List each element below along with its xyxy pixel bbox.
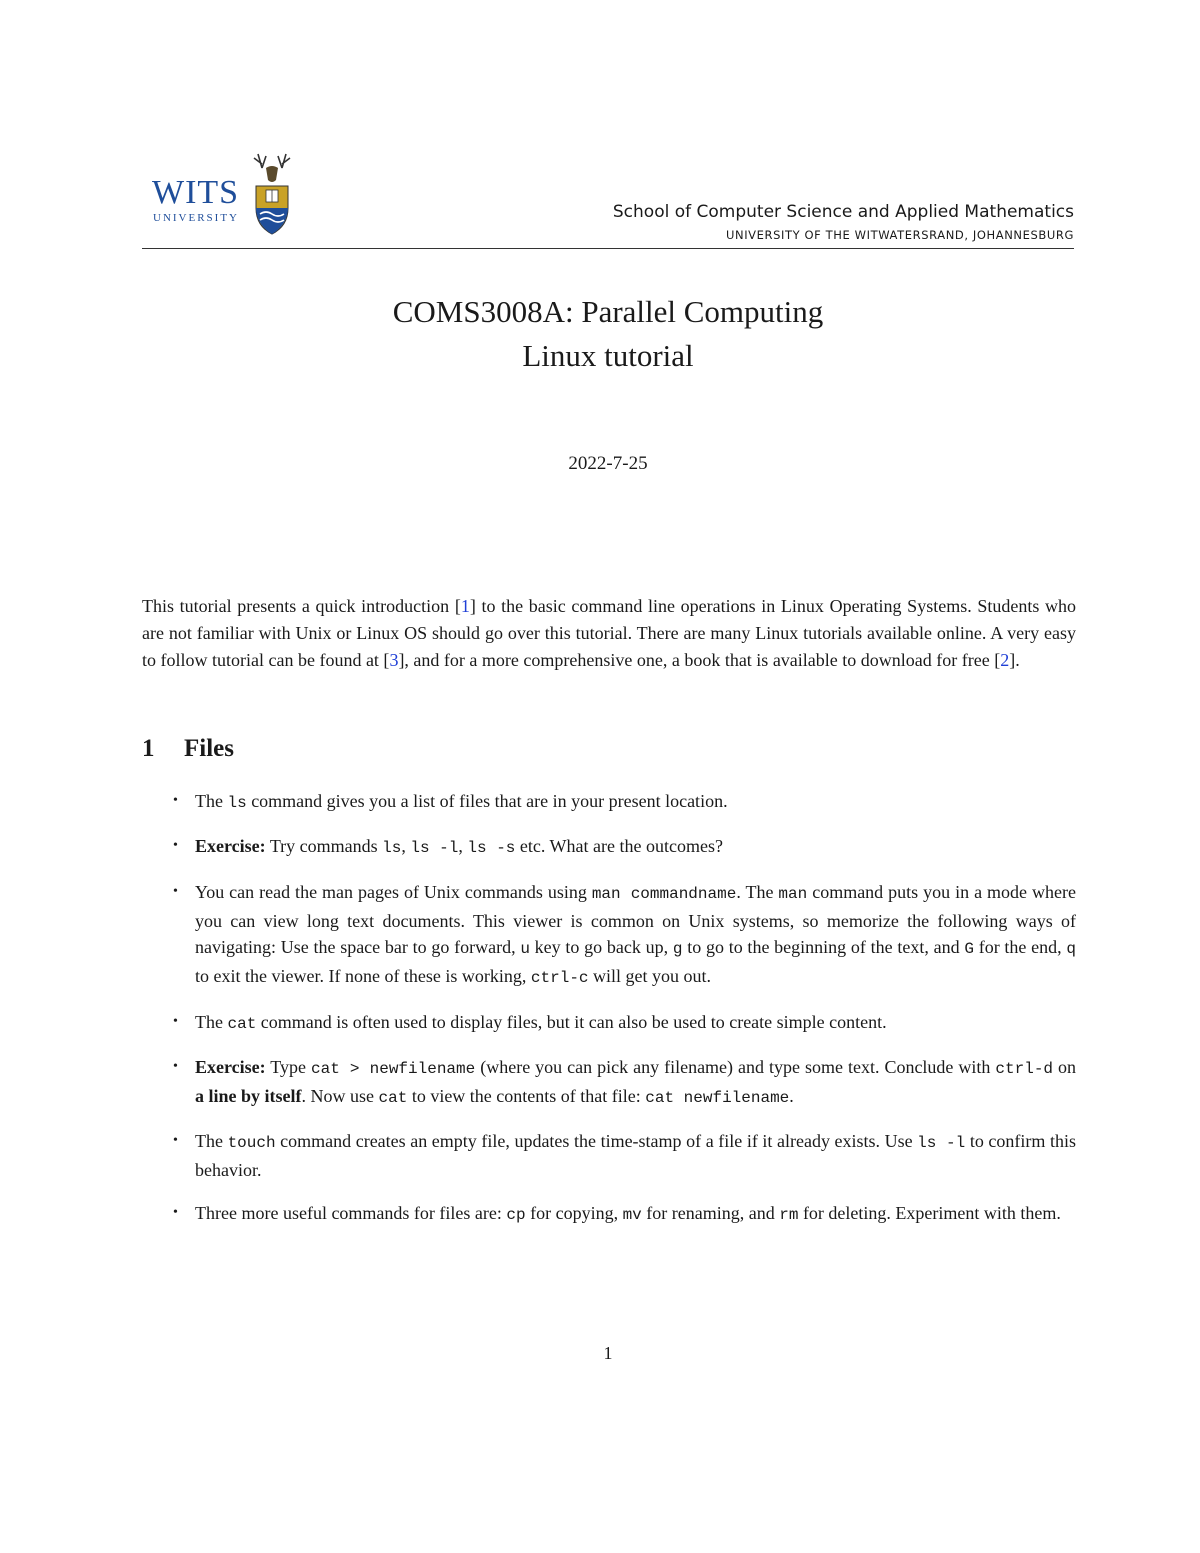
exercise-label: Exercise: bbox=[195, 836, 266, 857]
intro-text-3: ], and for a more comprehensive one, a book that is available to download for free [ bbox=[398, 649, 1001, 670]
code-ls: ls bbox=[227, 794, 247, 812]
list-item: • The touch command creates an empty file, updates the time-stamp of a file if it already exists. Use ls -l to confirm this behavior. bbox=[142, 1128, 1076, 1184]
course-title: COMS3008A: Parallel Computing bbox=[392, 294, 824, 329]
bullet-icon: • bbox=[173, 883, 178, 899]
document-title: Linux tutorial bbox=[522, 338, 694, 373]
list-item: • You can read the man pages of Unix commands using man commandname. The man command puts you in a mode where you can view long text documents. This viewer is common on Unix systems, so memorize the following ways of navigating: Use the space bar to go forward, u key to go back up, g to go to the beginning of the text, and G for the end, q to exit the viewer. If none of these is working, ctrl-c will get you out. bbox=[142, 879, 1076, 992]
bullet-icon: • bbox=[173, 1205, 178, 1221]
bullet-icon: • bbox=[173, 838, 178, 854]
intro-text-2: ] to the basic command line operations in Linux Operating Systems. Students who are not familiar with Unix or Linux OS should go over this tutorial. There are many Linux tutorials available online. A very easy to follow tutorial can be found at [ bbox=[142, 596, 1076, 670]
citation-link-1[interactable]: 1 bbox=[460, 596, 470, 616]
list-item: • The cat command is often used to display files, but it can also be used to create simple content. bbox=[142, 1009, 1076, 1038]
section-title: Files bbox=[184, 735, 234, 762]
school-name: School of Computer Science and Applied Mathematics bbox=[612, 202, 1074, 222]
page-number: 1 bbox=[603, 1343, 613, 1363]
list-item: • Exercise: Try commands ls, ls -l, ls -s etc. What are the outcomes? bbox=[142, 833, 1076, 862]
list-item: • Three more useful commands for files are: cp for copying, mv for renaming, and rm for deleting. Experiment with them. bbox=[142, 1200, 1076, 1229]
section-heading bbox=[142, 735, 234, 763]
bullet-list bbox=[142, 788, 1076, 1246]
exercise-label: Exercise: bbox=[195, 1056, 266, 1077]
logo-wordmark: WITS bbox=[152, 174, 240, 211]
bullet-icon: • bbox=[173, 793, 178, 808]
header-rule bbox=[142, 248, 1074, 249]
title-block bbox=[0, 290, 1200, 378]
intro-paragraph bbox=[142, 593, 1076, 673]
bullet-icon: • bbox=[173, 1058, 178, 1074]
intro-text-4: ]. bbox=[1009, 649, 1020, 670]
wits-logo bbox=[148, 150, 308, 240]
list-item: • The ls command gives you a list of files that are in your present location. bbox=[142, 788, 1076, 817]
citation-link-2[interactable]: 2 bbox=[1000, 649, 1010, 670]
document-date: 2022-7-25 bbox=[568, 453, 648, 474]
citation-link-3[interactable]: 3 bbox=[389, 649, 399, 670]
logo-subtitle: UNIVERSITY bbox=[153, 212, 239, 224]
bullet-icon: • bbox=[173, 1133, 178, 1149]
section-number: 1 bbox=[142, 735, 155, 762]
intro-text-1: This tutorial presents a quick introduction [ bbox=[142, 596, 461, 616]
university-name: UNIVERSITY OF THE WITWATERSRAND, JOHANNESBURG bbox=[725, 228, 1074, 242]
bullet-icon: • bbox=[173, 1013, 178, 1029]
list-item: • Exercise: Type cat > newfilename (where you can pick any filename) and type some text. Conclude with ctrl-d on a line by itself. Now use cat to view the contents of that file: cat newfilename. bbox=[142, 1054, 1076, 1112]
crest-icon bbox=[248, 150, 296, 236]
